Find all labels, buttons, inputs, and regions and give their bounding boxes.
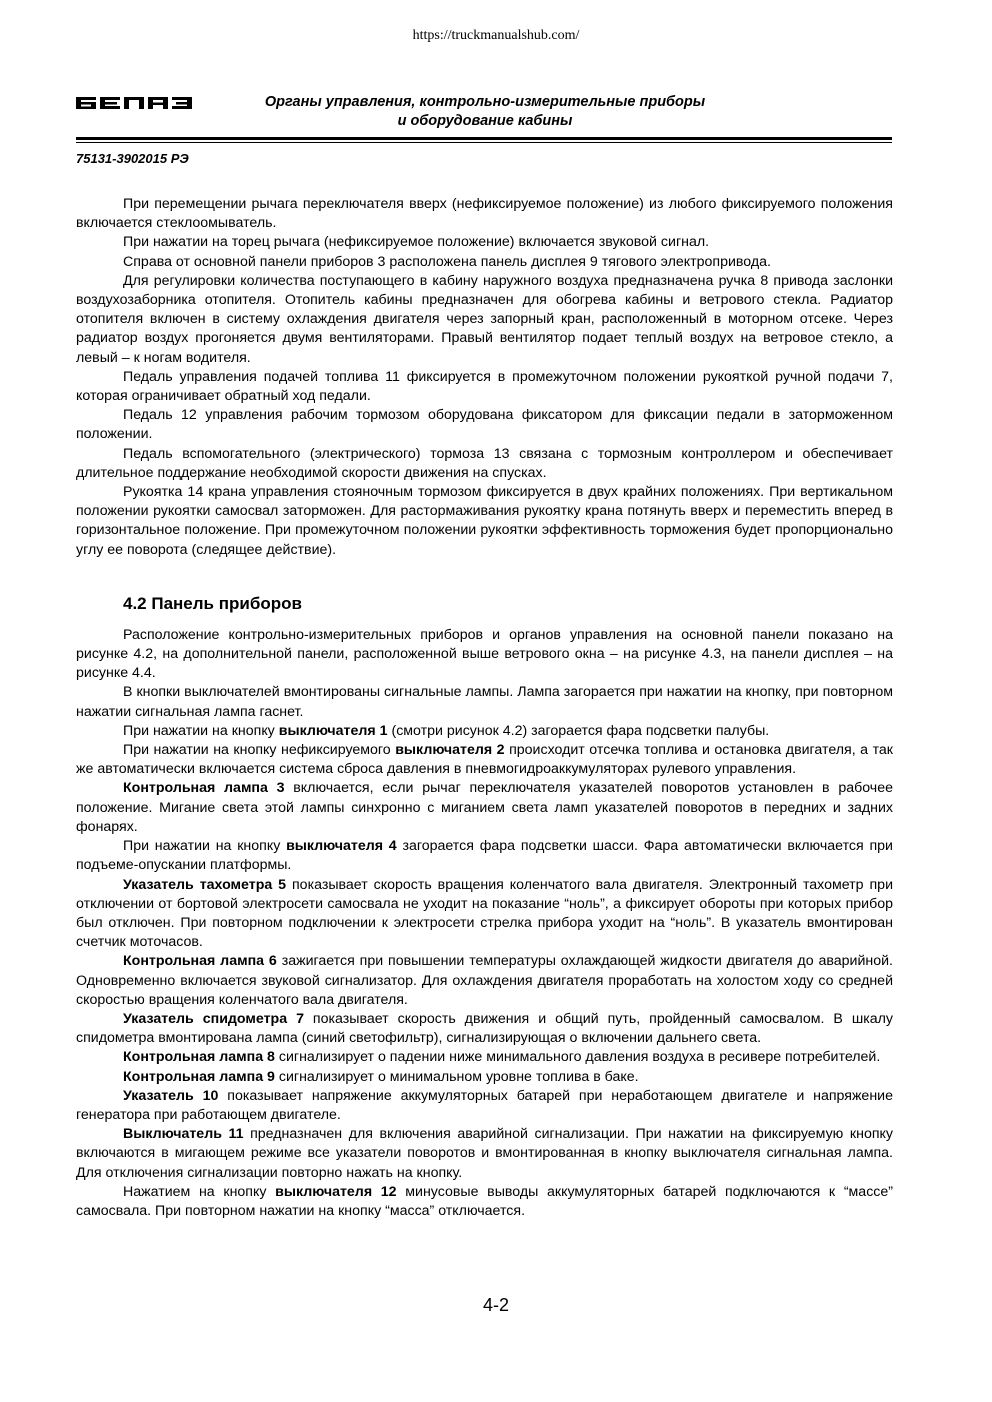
bold-term: Указатель тахометра 5: [123, 876, 287, 893]
paragraph: [76, 741, 893, 779]
header-rule-thick: [76, 137, 892, 140]
text-run: Рукоятка 14 крана управления стояночным тормозом фиксируется в двух крайних положениях. При вертикальном положении рукоятки самосвал заторможен. Для растормаживания рукоятку крана потянуть вверх и переместить вперед в горизонтальное положение. При промежуточном положении рукоятки эффективность торможения будет пропорционально углу ее поворота (следящее действие).: [76, 484, 893, 558]
text-run: Справа от основной панели приборов 3 расположена панель дисплея 9 тягового электропривода.: [123, 253, 771, 270]
paragraph: [76, 1183, 893, 1221]
paragraph: [76, 272, 893, 368]
paragraph: [76, 876, 893, 953]
text-run: При нажатии на торец рычага (нефиксируемое положение) включается звуковой сигнал.: [123, 234, 710, 251]
paragraph: [76, 1010, 893, 1048]
paragraphs-section: [76, 626, 893, 1221]
text-run: Педаль вспомогательного (электрического) тормоза 13 связана с тормозным контроллером и обеспечивает длительное поддержание необходимой скорости движения на спусках.: [76, 445, 893, 481]
bold-term: Контрольная лампа 9: [123, 1068, 275, 1085]
header-title-line2: и оборудование кабины: [397, 113, 573, 129]
paragraph: [76, 837, 893, 875]
bold-term: Указатель спидометра 7: [123, 1010, 304, 1027]
text-run: показывает скорость движения и общий путь, пройденный самосвалом. В шкалу спидометра вмонтирована лампа (синий светофильтр), сигнализирующая о включении дальнего света.: [76, 1010, 894, 1047]
paragraph: [76, 368, 893, 406]
header-title: [200, 93, 770, 131]
text-run: В кнопки выключателей вмонтированы сигнальные лампы. Лампа загорается при нажатии на кнопку, при повторном нажатии сигнальная лампа гаснет.: [76, 684, 893, 720]
text-run: При нажатии на кнопку: [123, 722, 279, 739]
document-number: 75131-3902015 РЭ: [76, 151, 189, 166]
text-run: включается, если рычаг переключателя указателей поворотов установлен в рабочее положение. Мигание света этой лампы синхронно с миганием света ламп указателей поворотов в передних и задних фонарях.: [76, 780, 893, 835]
section-title: 4.2 Панель приборов: [123, 593, 302, 613]
paragraph: [76, 195, 893, 233]
paragraph: [76, 233, 893, 252]
text-run: При нажатии на кнопку: [123, 838, 287, 855]
text-run: При нажатии на кнопку нефиксируемого: [123, 742, 396, 759]
text-run: Расположение контрольно-измерительных приборов и органов управления на основной панели показано на рисунке 4.2, на дополнительной панели, расположенной выше ветрового окна – на рисунке 4.3, на панели дисплея – на рисунке 4.4.: [76, 626, 893, 682]
paragraph: [76, 626, 893, 684]
text-run: (смотри рисунок 4.2) загорается фара подсветки палубы.: [387, 722, 770, 739]
paragraphs-top: [76, 195, 893, 560]
text-run: сигнализирует о падении ниже минимального давления воздуха в ресивере потребителей.: [274, 1049, 881, 1066]
paragraph: [76, 779, 893, 837]
paragraph: [76, 445, 893, 483]
text-run: минусовые выводы аккумуляторных батарей подключаются к “массе” самосвала. При повторном нажатии на кнопку “масса” отключается.: [76, 1183, 893, 1219]
text-run: происходит отсечка топлива и остановка двигателя, а так же автоматически включается система сброса давления в пневмогидроаккумуляторах рулевого управления.: [76, 742, 893, 778]
text-run: зажигается при повышении температуры охлаждающей жидкости двигателя до аварийной. Одновременно включается звуковой сигнализатор. Для охлаждения двигателя проработать на холостом ходу со средней скоростью вращения коленчатого вала двигателя.: [76, 953, 893, 1008]
paragraph: [76, 1048, 893, 1067]
text-run: Педаль управления подачей топлива 11 фиксируется в промежуточном положении рукояткой ручной подачи 7, которая ограничивает обратный ход педали.: [76, 368, 893, 405]
text-run: предназначен для включения аварийной сигнализации. При нажатии на фиксируемую кнопку включаются в мигающем режиме все указатели поворотов и вмонтированная в кнопку выключателя сигнальная лампа. Для отключения сигнализации повторно нажать на кнопку.: [76, 1126, 893, 1181]
bold-term: Выключатель 11: [123, 1126, 244, 1143]
text-run: загорается фара подсветки шасси. Фара автоматически включается при подъеме-опускании платформы.: [76, 838, 893, 874]
paragraph: [76, 253, 893, 272]
source-url: https://truckmanualshub.com/: [412, 28, 580, 43]
belaz-logo: [76, 97, 194, 109]
bold-term: Контрольная лампа 3: [123, 780, 285, 797]
bold-term: Указатель 10: [123, 1087, 219, 1104]
text-run: При перемещении рычага переключателя вверх (нефиксируемое положение) из любого фиксируемого положения включается стеклоомыватель.: [76, 196, 893, 232]
paragraph: [76, 952, 893, 1010]
bold-term: выключателя 1: [278, 722, 388, 739]
bold-term: выключателя 4: [286, 838, 397, 855]
text-run: показывает скорость вращения коленчатого вала двигателя. Электронный тахометр при отключении от бортовой электросети самосвала не уходит на показание “ноль”, а фиксирует обороты при которых прибор был отключен. При повторном подключении к электросети стрелка прибора уходит на “ноль”. В указатель вмонтирован счетчик моточасов.: [76, 876, 893, 951]
paragraph: [76, 683, 893, 721]
header-rule-thin: [76, 142, 892, 143]
bold-term: Контрольная лампа 8: [123, 1049, 275, 1066]
main-content: [76, 195, 893, 1221]
bold-term: выключателя 12: [275, 1183, 397, 1200]
paragraph: [76, 406, 893, 444]
bold-term: Контрольная лампа 6: [123, 953, 277, 970]
paragraph: [76, 1087, 893, 1125]
paragraph: [76, 1125, 893, 1183]
page-number: 4-2: [482, 1295, 509, 1315]
text-run: сигнализирует о минимальном уровне топлива в баке.: [274, 1068, 639, 1085]
paragraph: [76, 1068, 893, 1087]
text-run: показывает напряжение аккумуляторных батарей при неработающем двигателе и напряжение генератора при работающем двигателе.: [76, 1087, 893, 1123]
text-run: Нажатием на кнопку: [123, 1183, 276, 1200]
text-run: Педаль 12 управления рабочим тормозом оборудована фиксатором для фиксации педали в заторможенном положении.: [76, 407, 893, 443]
paragraph: [76, 483, 893, 560]
text-run: Для регулировки количества поступающего в кабину наружного воздуха предназначена ручка 8 привода заслонки воздухозаборника отопителя. Отопитель кабины предназначен для обогрева кабины и ветрового стекла. Радиатор отопителя включен в систему охлаждения двигателя через запорный кран, расположенный в моторном отсеке. Через радиатор воздух прогоняется двумя вентиляторами. Правый вентилятор подает теплый воздух на ветровое стекло, а левый – к ногам водителя.: [76, 272, 893, 366]
paragraph: [76, 722, 893, 741]
bold-term: выключателя 2: [395, 742, 505, 759]
header-title-line1: Органы управления, контрольно-измерительные приборы: [264, 94, 706, 110]
